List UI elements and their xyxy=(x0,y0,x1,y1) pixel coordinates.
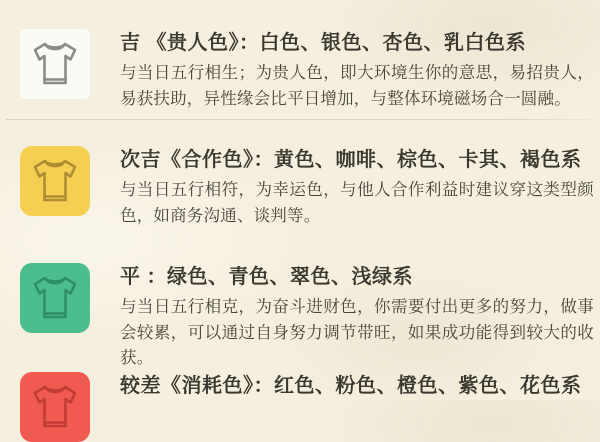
luck-section-ji xyxy=(20,29,594,112)
section-heading: 较差《消耗色》：红色、粉色、橙色、紫色、花色系 xyxy=(120,375,582,397)
section-description: 与当日五行相符，为幸运色，与他人合作利益时建议穿这类型颜色，如商务沟通、谈判等。 xyxy=(120,181,594,225)
section-heading: 次吉《合作色》：黄色、咖啡、棕色、卡其、褐色系 xyxy=(120,149,582,171)
luck-section-jiaocha xyxy=(20,372,586,398)
section-description: 与当日五行相生；为贵人色，即大环境生你的意思，易招贵人，易获扶助，异性缘会比平日增加，与整体环境磁场合一圆融。 xyxy=(120,64,594,108)
section-heading: 平 ：绿色、青色、翠色、浅绿系 xyxy=(120,266,414,288)
section-heading: 吉 《贵人色》：白色、银色、杏色、乳白色系 xyxy=(120,32,527,54)
tshirt-icon xyxy=(20,146,90,216)
luck-section-ping xyxy=(20,263,594,372)
tshirt-icon xyxy=(20,29,90,99)
tshirt-icon xyxy=(20,372,90,442)
divider-line xyxy=(6,119,594,120)
section-description: 与当日五行相克，为奋斗进财色，你需要付出更多的努力，做事会较累，可以通过自身努力调节带旺，如果成功能得到较大的收获。 xyxy=(120,298,594,367)
luck-section-ciji xyxy=(20,146,594,229)
tshirt-icon xyxy=(20,263,90,333)
